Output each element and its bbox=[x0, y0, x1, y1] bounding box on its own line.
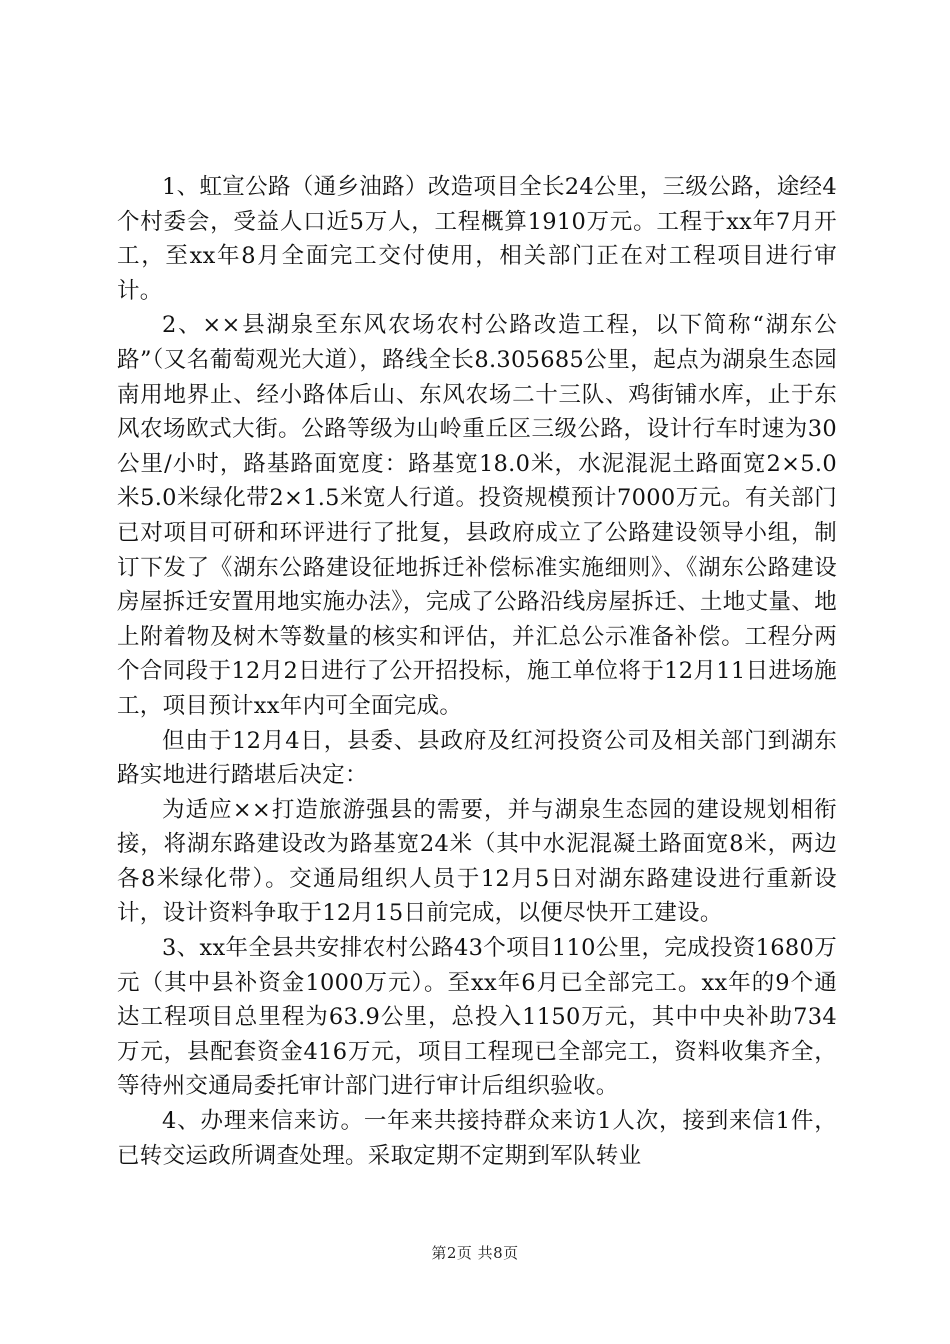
paragraph-redesign: 为适应××打造旅游强县的需要，并与湖泉生态园的建设规划相衔接，将湖东路建设改为路基宽24米（其中水泥混凝土路面宽8米，两边各8米绿化带）。交通局组织人员于12月5日对湖东路建设进行重新设计，设计资料争取于12月15日前完成，以便尽快开工建设。 bbox=[117, 796, 837, 927]
paragraph-item-4: 4、办理来信来访。一年来共接持群众来访1人次，接到来信1件，已转交运政所调查处理。采取定期不定期到军队转业 bbox=[117, 1108, 837, 1169]
paragraph-project-1: 1、虹宣公路（通乡油路）改造项目全长24公里，三级公路，途经4个村委会，受益人口近5万人，工程概算1910万元。工程于xx年7月开工，至xx年8月全面完工交付使用，相关部门正在对工程项目进行审计。 bbox=[117, 174, 837, 304]
page-footer: 第2页 共8页 bbox=[431, 1244, 519, 1262]
paragraph-project-3: 3、xx年全县共安排农村公路43个项目110公里，完成投资1680万元（其中县补资金1000万元）。至xx年6月已全部完工。xx年的9个通达工程项目总里程为63.9公里，总投入1150万元，其中中央补助734万元，县配套资金416万元，项目工程现已全部完工，资料收集齐全，等待州交通局委托审计部门进行审计后组织验收。 bbox=[117, 935, 837, 1100]
paragraph-decision: 但由于12月4日，县委、县政府及红河投资公司及相关部门到湖东路实地进行踏堪后决定： bbox=[117, 727, 837, 789]
document-body bbox=[117, 170, 837, 1173]
paragraph-project-2: 2、××县湖泉至东风农场农村公路改造工程，以下简称“湖东公路”（又名葡萄观光大道），路线全长8.305685公里，起点为湖泉生态园南用地界止、经小路体后山、东风农场二十三队、鸡街铺水库，止于东风农场欧式大街。公路等级为山岭重丘区三级公路，设计行车时速为30公里/小时，路基路面宽度：路基宽18.0米，水泥混泥土路面宽2×5.0米5.0米绿化带2×1.5米宽人行道。投资规模预计7000万元。有关部门已对项目可研和环评进行了批复，县政府成立了公路建设领导小组，制订下发了《湖东公路建设征地拆迁补偿标准实施细则》、《湖东公路建设房屋拆迁安置用地实施办法》，完成了公路沿线房屋拆迁、土地丈量、地上附着物及树木等数量的核实和评估，并汇总公示准备补偿。工程分两个合同段于12月2日进行了公开招投标，施工单位将于12月11日进场施工，项目预计xx年内可全面完成。 bbox=[117, 312, 837, 719]
